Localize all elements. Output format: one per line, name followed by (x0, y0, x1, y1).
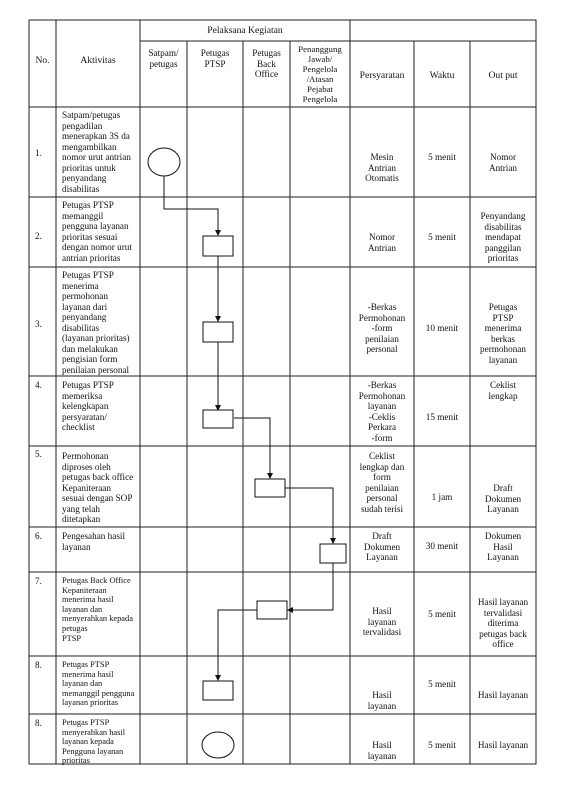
row-waktu: 30 menit (425, 541, 459, 551)
row-no: 1. (35, 148, 42, 158)
arrowhead (267, 473, 273, 479)
row-persyaratan: -Berkas Permohonan layanan -Ceklis Perkara -form (358, 380, 406, 443)
row-persyaratan: Nomor Antrian (367, 232, 397, 253)
process-box-2 (203, 236, 233, 256)
row-persyaratan: Hasil layanan (367, 740, 397, 761)
header-aktivitas: Aktivitas (80, 55, 116, 66)
header-role-penanggung-jawab: Penanggung Jawab/ Pengelola /Atasan Pejabat Pengelola (298, 44, 342, 104)
header-pelaksana-kegiatan: Pelaksana Kegiatan (207, 25, 283, 36)
process-box-8 (203, 681, 233, 700)
header-role-back-office: Petugas Back Office (252, 48, 281, 79)
row-no: 6. (35, 531, 42, 541)
row-waktu: 5 menit (428, 740, 456, 750)
start-terminator-oval (148, 148, 180, 176)
header-output: Out put (488, 70, 518, 81)
connector-7-8 (218, 610, 257, 680)
header-role-petugas-ptsp: Petugas PTSP (200, 48, 230, 69)
row-output: Ceklist lengkap (488, 380, 518, 401)
arrowhead (215, 316, 221, 322)
arrowhead (330, 538, 336, 544)
row-aktivitas: Petugas PTSP memanggil pengguna layanan prioritas sesuai dengan nomor urut antrian prioritas (62, 200, 132, 263)
row-aktivitas: Pengesahan hasil layanan (62, 531, 126, 552)
end-terminator-oval (202, 732, 234, 758)
row-output: Hasil layanan (477, 690, 529, 700)
row-persyaratan: Hasil layanan (367, 690, 397, 711)
row-aktivitas: Permohonan diproses oleh petugas back office Kepaniteraan sesuai dengan SOP yang telah ditetapkan (62, 451, 134, 524)
row-aktivitas: Satpam/petugas pengadilan menerapkan 3S da mengambilkan nomor urut antrian prioritas untuk penyandang disabilitas (62, 110, 131, 194)
row-output: Draft Dokumen Layanan (484, 483, 522, 514)
row-output: Penyandang disabilitas mendapat panggilan prioritas (480, 211, 526, 263)
row-persyaratan: -Berkas Permohonan -form penilaian personal (358, 302, 406, 354)
row-no: 2. (35, 231, 42, 241)
arrowhead (215, 675, 221, 681)
row-no: 5. (35, 449, 42, 459)
row-persyaratan: Ceklist lengkap dan form penilaian personal sudah terisi (359, 451, 405, 514)
row-waktu: 15 menit (425, 412, 459, 422)
process-box-5 (255, 479, 285, 497)
row-output: Hasil layanan tervalidasi diterima petugas back office (477, 597, 529, 649)
header-persyaratan: Persyaratan (359, 70, 405, 81)
row-output: Petugas PTSP menerima berkas permohonan layanan (480, 302, 526, 365)
row-persyaratan: Hasil layanan tervalidasi (362, 606, 402, 637)
row-no: 3. (35, 319, 42, 329)
process-box-3 (203, 322, 233, 342)
row-output: Dokumen Hasil Layanan (484, 531, 522, 562)
row-aktivitas: Petugas PTSP menerima hasil layanan dan memanggil pengguna layanan prioritas (62, 660, 135, 708)
row-no: 8. (35, 718, 42, 728)
row-waktu: 5 menit (428, 679, 456, 689)
header-waktu: Waktu (429, 70, 455, 81)
row-waktu: 1 jam (431, 492, 453, 502)
row-output: Nomor Antrian (488, 152, 518, 173)
connector-5-6 (285, 488, 333, 543)
connector-4-5 (234, 418, 270, 478)
row-no: 4. (35, 380, 42, 390)
row-aktivitas: Petugas PTSP menerima permohonan layanan dari penyandang disabilitas (layanan prioritas) dan melakukan pengisian form penilaian personal (62, 270, 130, 375)
row-aktivitas: Petugas PTSP memeriksa kelengkapan persyaratan/ checklist (62, 380, 114, 432)
process-box-4 (203, 410, 233, 428)
row-waktu: 5 menit (428, 609, 456, 619)
connector-6-7 (287, 563, 333, 610)
row-no: 8. (35, 660, 42, 670)
header-no: No. (35, 55, 50, 66)
row-no: 7. (35, 576, 42, 586)
row-persyaratan: Mesin Antrian Otomatis (365, 152, 399, 183)
row-output: Hasil layanan (477, 740, 529, 750)
connector-1-2 (164, 176, 218, 235)
process-box-7 (257, 601, 287, 619)
row-waktu: 10 menit (425, 323, 459, 333)
header-role-satpam: Satpam/ petugas (148, 48, 179, 69)
process-box-6 (320, 544, 346, 563)
row-aktivitas: Petugas PTSP menyerahkan hasil layanan kepada Pengguna layanan prioritas (62, 718, 126, 766)
row-waktu: 5 menit (428, 232, 456, 242)
row-aktivitas: Petugas Back Office Kepaniteraan menerima hasil layanan dan menyerahkan kepada petugas PTSP (62, 576, 133, 643)
arrowhead (215, 230, 221, 236)
row-waktu: 5 menit (428, 152, 456, 162)
row-persyaratan: Draft Dokumen Layanan (363, 531, 401, 562)
